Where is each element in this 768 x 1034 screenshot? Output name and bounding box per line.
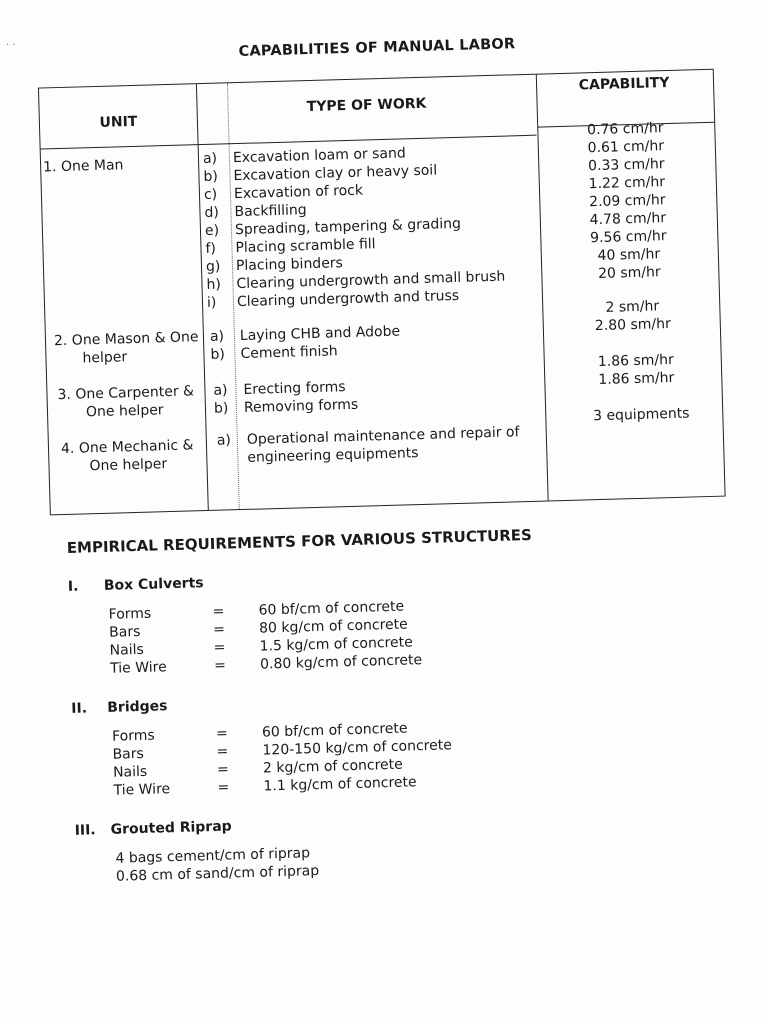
capability-value: 3 equipments <box>592 405 690 425</box>
requirement-row: Forms = 60 bf/cm of concrete <box>108 598 405 623</box>
work-group-4 <box>217 423 521 467</box>
work-item: b) Cement finish <box>210 343 338 363</box>
unit-row-4 <box>61 436 194 476</box>
capability-group-1 <box>550 118 704 284</box>
capability-value: 20 sm/hr <box>597 264 661 283</box>
subsection-heading <box>68 560 748 595</box>
subsection-title: Bridges <box>107 698 168 716</box>
work-item: a) Erecting forms <box>213 379 346 399</box>
scan-speck: · · <box>6 40 16 51</box>
subsection-number: III. <box>74 822 96 839</box>
subsection-title: Box Culverts <box>103 575 204 594</box>
capability-value: 1.22 cm/hr <box>588 174 666 193</box>
work-group-2 <box>210 323 401 364</box>
capability-value: 2.09 cm/hr <box>588 192 666 211</box>
riprap-line: 0.68 cm of sand/cm of riprap <box>115 863 320 885</box>
capabilities-table <box>38 69 726 516</box>
subsection-title: Grouted Riprap <box>110 818 232 838</box>
unit-row-2 <box>54 328 199 368</box>
work-item: f) Placing scramble fill <box>205 236 376 257</box>
requirement-row: Nails = 2 kg/cm of concrete <box>112 756 404 781</box>
capability-value: 0.61 cm/hr <box>587 138 665 157</box>
work-item: engineering equipments <box>247 445 419 466</box>
capability-value: 0.76 cm/hr <box>586 120 664 139</box>
capability-value: 4.78 cm/hr <box>589 210 667 229</box>
work-item: h) Clearing undergrowth and small brush <box>206 268 506 293</box>
unit-label: 3. One Carpenter & <box>57 383 195 404</box>
capability-group-4 <box>566 404 716 426</box>
capability-value: 2 sm/hr <box>605 298 660 316</box>
table-title: CAPABILITIES OF MANUAL LABOR <box>238 36 516 60</box>
subsection-number: II. <box>71 700 88 717</box>
header-unit: UNIT <box>99 113 138 131</box>
header-capability: CAPABILITY <box>578 74 670 94</box>
capability-value: 0.33 cm/hr <box>587 156 665 175</box>
subsection-heading <box>74 804 754 839</box>
work-item: d) Backfilling <box>204 202 307 221</box>
unit-row-1 <box>43 156 124 176</box>
capability-value: 40 sm/hr <box>597 246 661 265</box>
requirement-row: Tie Wire = 0.80 kg/cm of concrete <box>109 652 423 677</box>
unit-label: 1. One Man <box>42 157 124 176</box>
work-item: a) Laying CHB and Adobe <box>209 323 401 345</box>
work-group-3 <box>213 378 358 418</box>
unit-label-cont: One helper <box>89 456 168 475</box>
column-divider-2 <box>536 75 549 501</box>
requirement-row: Nails = 1.5 kg/cm of concrete <box>109 634 413 659</box>
work-item: b) Excavation clay or heavy soil <box>203 162 438 185</box>
capability-value: 2.80 sm/hr <box>594 316 671 335</box>
requirement-row: Bars = 80 kg/cm of concrete <box>108 616 408 641</box>
work-group-1 <box>203 142 506 312</box>
box-culverts-list <box>108 588 750 678</box>
work-item: b) Removing forms <box>213 396 359 417</box>
capability-value: 1.86 sm/hr <box>597 351 674 371</box>
riprap-list <box>115 832 756 886</box>
unit-label-cont: helper <box>82 349 128 367</box>
empirical-requirements-section <box>67 520 756 887</box>
bridges-list <box>112 710 754 800</box>
work-item: a) Excavation loam or sand <box>202 145 406 167</box>
work-item: a) Operational maintenance and repair of <box>216 424 520 449</box>
work-item: g) Placing binders <box>205 255 344 275</box>
requirement-row: Forms = 60 bf/cm of concrete <box>111 720 408 745</box>
header-type-of-work: TYPE OF WORK <box>306 95 427 116</box>
capability-value: 9.56 cm/hr <box>589 228 667 247</box>
capability-group-2 <box>557 296 708 336</box>
capability-value: 1.86 sm/hr <box>598 369 675 389</box>
work-item: e) Spreading, tampering & grading <box>204 215 462 239</box>
requirement-row: Bars = 120-150 kg/cm of concrete <box>112 737 453 763</box>
unit-label: 2. One Mason & One <box>53 329 199 350</box>
work-item: i) Clearing undergrowth and truss <box>206 287 460 311</box>
unit-label-cont: One helper <box>85 402 164 421</box>
unit-label: 4. One Mechanic & <box>60 437 194 458</box>
unit-row-3 <box>57 382 194 422</box>
requirement-row: Tie Wire = 1.1 kg/cm of concrete <box>113 774 417 799</box>
capability-group-3 <box>561 350 712 390</box>
subsection-number: I. <box>67 578 79 595</box>
riprap-line: 4 bags cement/cm of riprap <box>115 845 311 867</box>
subsection-heading <box>71 682 751 717</box>
work-item: c) Excavation of rock <box>203 182 364 203</box>
section-heading: EMPIRICAL REQUIREMENTS FOR VARIOUS STRUCTURES <box>66 525 533 557</box>
